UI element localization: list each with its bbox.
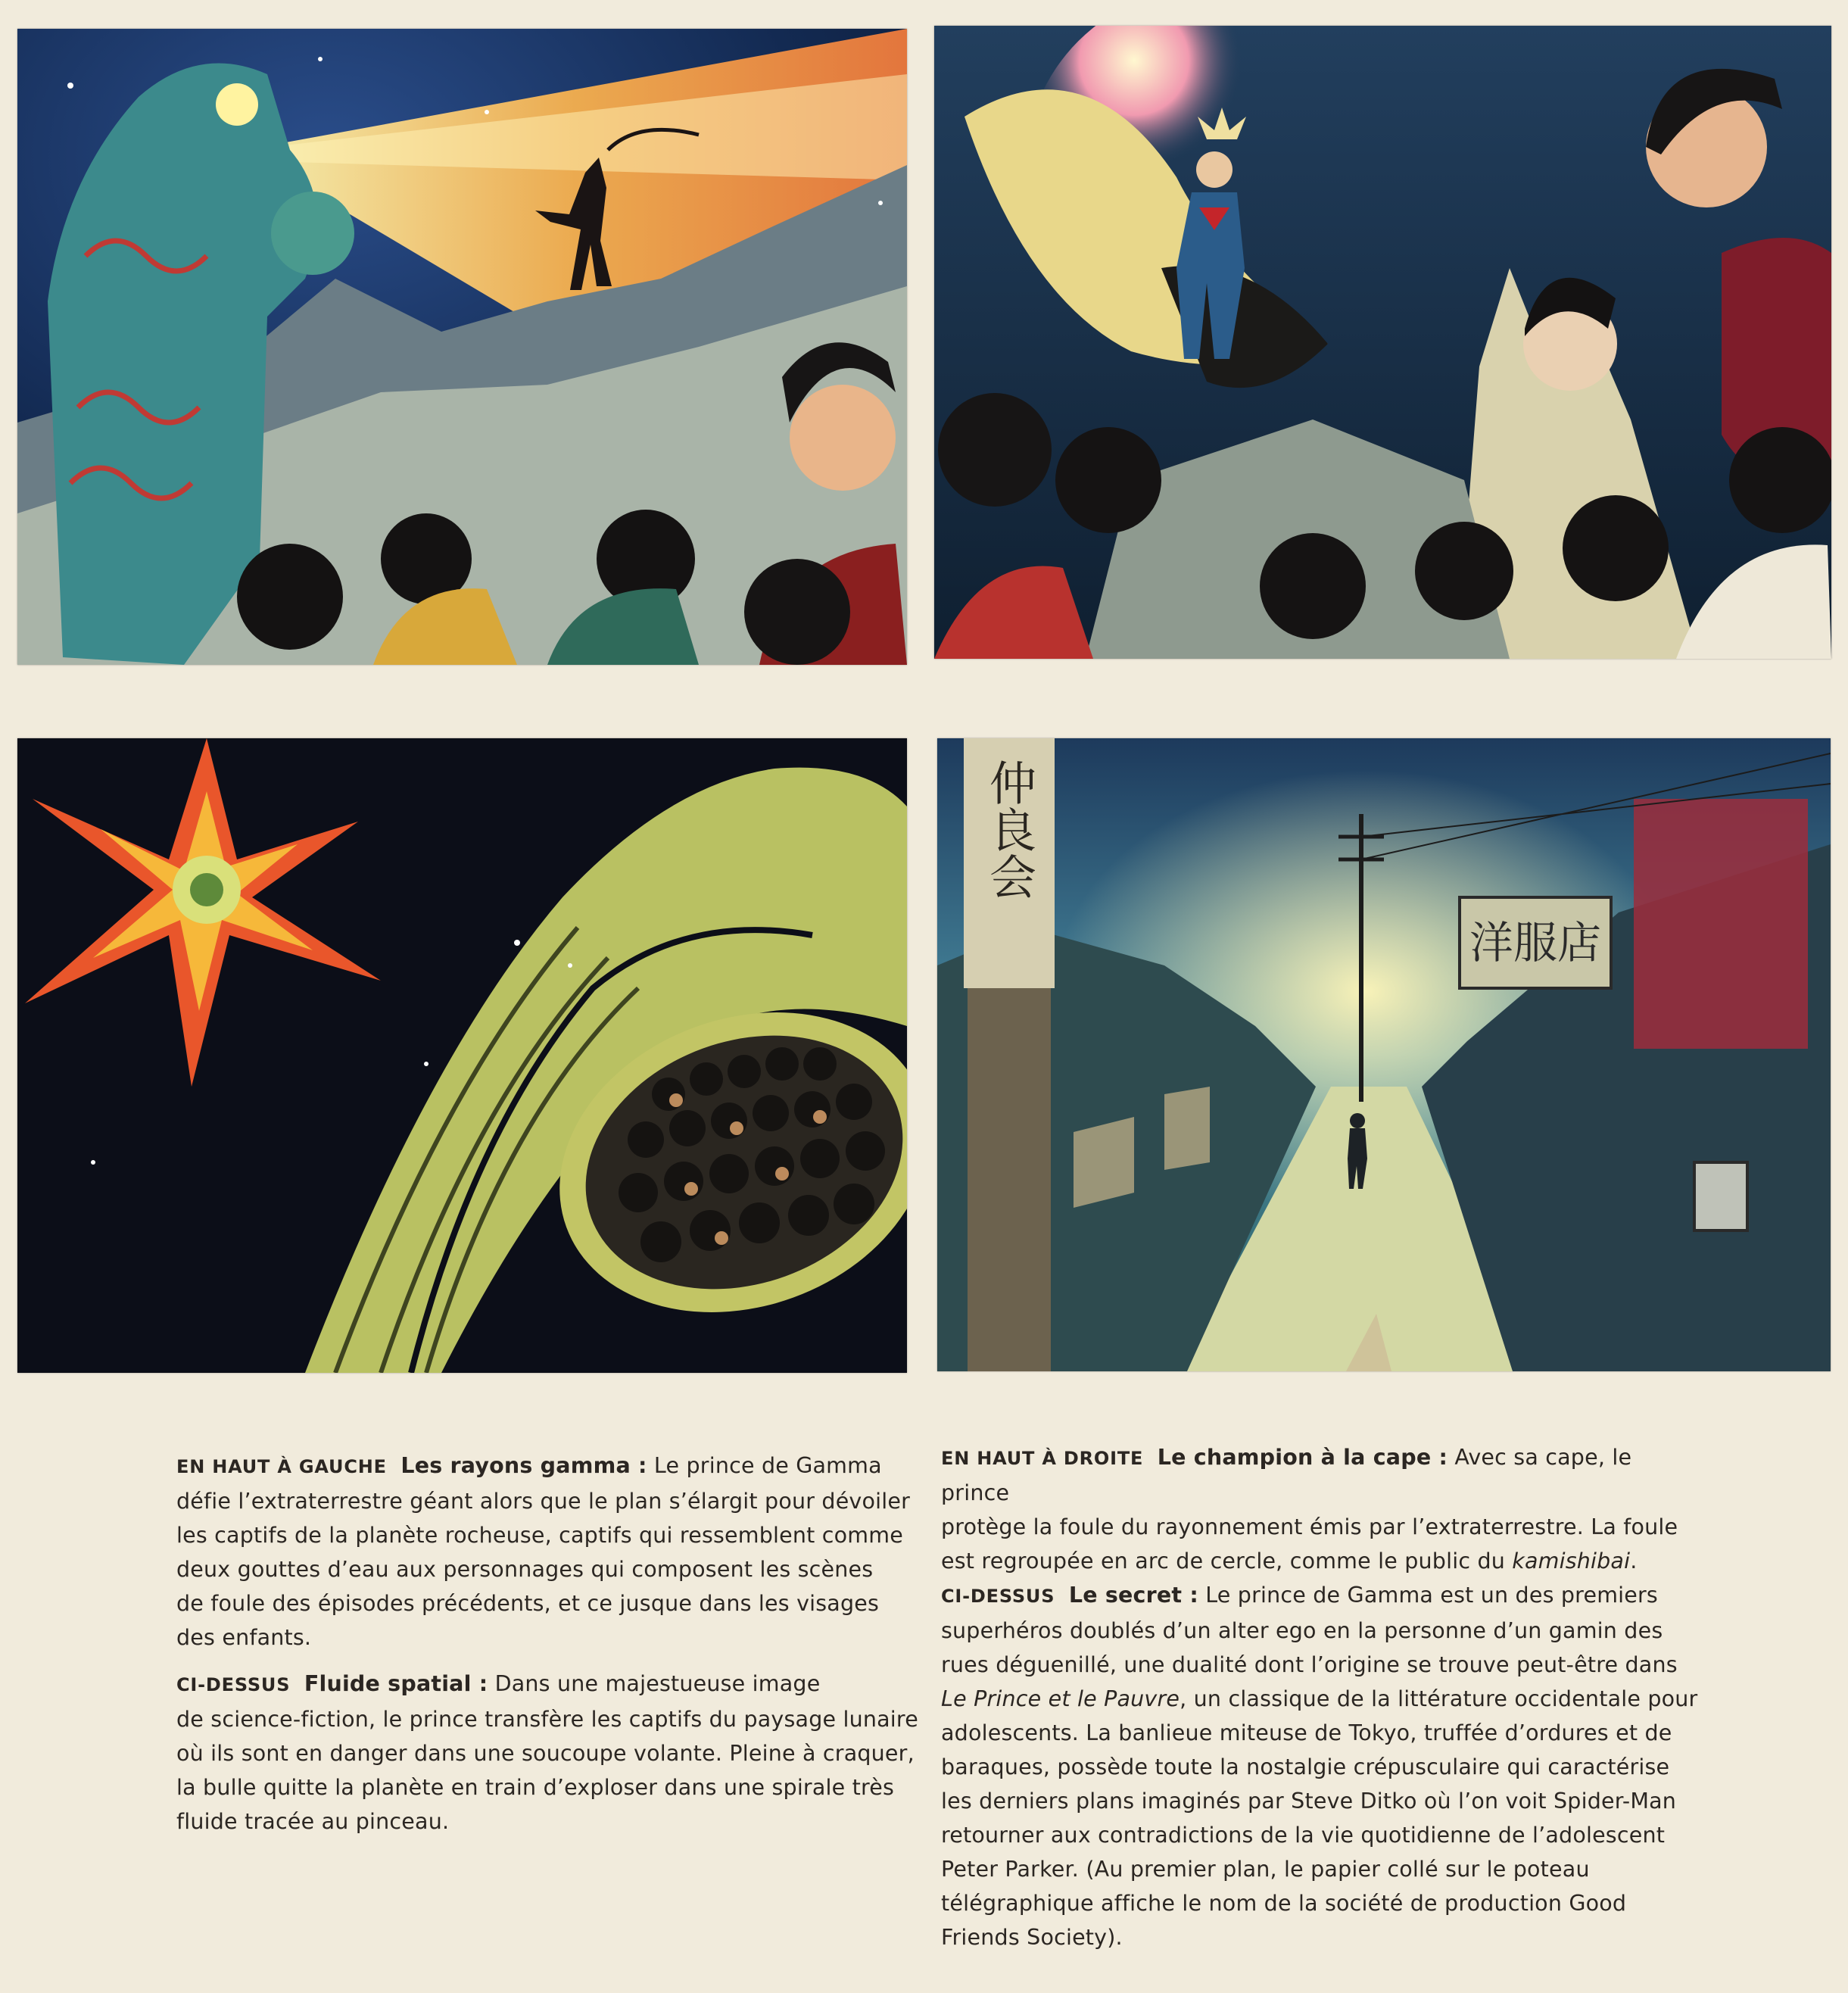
caption-line: Friends Society). xyxy=(941,1925,1123,1950)
caption-line xyxy=(941,1544,1698,1578)
illustration-caped-champion xyxy=(934,26,1831,659)
caption-line: les derniers plans imaginés par Steve Ditko où l’on voit Spider-Man xyxy=(941,1789,1677,1814)
caption-line: Peter Parker. (Au premier plan, le papier collé sur le poteau xyxy=(941,1857,1590,1882)
caption-line: la bulle quitte la planète en train d’exploser dans une spirale très xyxy=(176,1775,895,1800)
caption-label: EN HAUT À DROITE xyxy=(941,1448,1144,1469)
caption-text: est regroupée en arc de cercle, comme le public du xyxy=(941,1549,1513,1574)
the-secret-artwork xyxy=(937,738,1831,1371)
caption-first-line xyxy=(941,1440,1698,1510)
caption-line: protège la foule du rayonnement émis par l’extraterrestre. La foule xyxy=(941,1514,1678,1539)
caption-line: de science-fiction, le prince transfère les captifs du paysage lunaire xyxy=(176,1707,918,1732)
caption-bottom-left xyxy=(176,1667,926,1839)
caption-top-left xyxy=(176,1449,926,1655)
caption-title: Fluide spatial : xyxy=(304,1671,488,1696)
caption-line: de foule des épisodes précédents, et ce jusque dans les visages xyxy=(176,1591,880,1616)
caption-text: Avec sa cape, le prince xyxy=(941,1445,1632,1505)
caption-text: , un classique de la littérature occidentale pour xyxy=(1180,1686,1698,1711)
caption-line: baraques, possède toute la nostalgie crépusculaire qui caractérise xyxy=(941,1754,1670,1779)
caption-title: Les rayons gamma : xyxy=(400,1453,647,1478)
caption-text: . xyxy=(1630,1549,1638,1574)
caption-line: où ils sont en danger dans une soucoupe volante. Pleine à craquer, xyxy=(176,1741,915,1766)
caption-top-right xyxy=(941,1440,1698,1578)
caption-label: CI-DESSUS xyxy=(941,1586,1055,1607)
caption-first-line xyxy=(176,1449,926,1484)
gamma-rays-artwork xyxy=(17,29,907,665)
caption-text: Dans une majestueuse image xyxy=(494,1671,821,1696)
caption-italic-title: Le Prince et le Pauvre xyxy=(941,1686,1180,1711)
caption-line xyxy=(941,1682,1698,1716)
caption-line: deux gouttes d’eau aux personnages qui composent les scènes xyxy=(176,1557,874,1582)
illustration-the-secret xyxy=(937,738,1831,1371)
caption-line: défie l’extraterrestre géant alors que le plan s’élargit pour dévoiler xyxy=(176,1489,911,1514)
caption-line: des enfants. xyxy=(176,1625,312,1650)
caption-label: CI-DESSUS xyxy=(176,1674,291,1695)
caption-line: les captifs de la planète rocheuse, captifs qui ressemblent comme xyxy=(176,1523,903,1548)
caption-line: fluide tracée au pinceau. xyxy=(176,1809,450,1834)
caption-bottom-right xyxy=(941,1578,1698,1954)
caption-line: rues déguenillé, une dualité dont l’origine se trouve peut-être dans xyxy=(941,1652,1678,1677)
caption-text: Le prince de Gamma xyxy=(653,1453,882,1478)
shop-sign-text: 洋服店 xyxy=(1469,917,1602,968)
caption-title: Le champion à la cape : xyxy=(1157,1445,1448,1470)
caption-label: EN HAUT À GAUCHE xyxy=(176,1456,387,1477)
illustration-gamma-rays xyxy=(17,29,907,665)
caption-first-line xyxy=(941,1578,1698,1614)
caption-line: superhéros doublés d’un alter ego en la personne d’un gamin des xyxy=(941,1618,1663,1643)
caption-line: adolescents. La banlieue miteuse de Tokyo, truffée d’ordures et de xyxy=(941,1720,1672,1745)
caption-italic-term: kamishibai xyxy=(1512,1549,1631,1574)
caption-first-line xyxy=(176,1667,926,1702)
pole-sign-text: 仲良会 xyxy=(981,759,1037,900)
caption-line: retourner aux contradictions de la vie quotidienne de l’adolescent xyxy=(941,1823,1666,1848)
illustration-space-fluid xyxy=(17,738,907,1373)
caption-title: Le secret : xyxy=(1068,1583,1198,1608)
caped-champion-artwork xyxy=(934,26,1831,659)
space-fluid-artwork xyxy=(17,738,907,1373)
caption-text: Le prince de Gamma est un des premiers xyxy=(1205,1583,1658,1608)
caption-line: télégraphique affiche le nom de la société de production Good xyxy=(941,1891,1627,1916)
